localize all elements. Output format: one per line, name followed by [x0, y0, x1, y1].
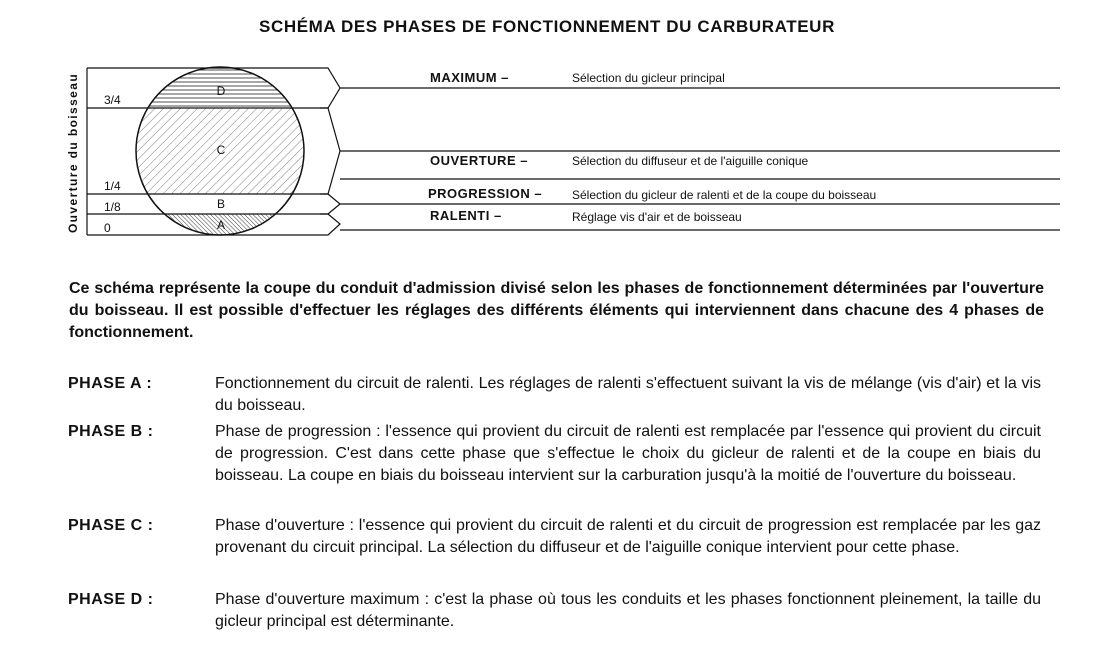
phase-b-label: PHASE B :	[68, 423, 154, 440]
phase-name-progression: PROGRESSION –	[428, 186, 543, 201]
zone-label-d: D	[216, 84, 226, 98]
scale-label-0: 0	[104, 221, 111, 235]
zone-label-a: A	[216, 218, 226, 232]
phase-a-label: PHASE A :	[68, 375, 153, 392]
zone-label-c: C	[216, 143, 226, 157]
scale-label-1-4: 1/4	[104, 179, 121, 193]
zone-label-b: B	[216, 197, 226, 211]
carburetor-phase-diagram	[0, 0, 1094, 260]
intro-paragraph: Ce schéma représente la coupe du conduit d'admission divisé selon les phases de fonctionnement déterminées par l'ouverture du boisseau. Il est possible d'effectuer les réglages des différents éléments qui interviennent dans chacune des 4 phases de fonctionnement.	[69, 280, 1044, 341]
phase-d-label: PHASE D :	[68, 591, 154, 608]
phase-desc-ralenti: Réglage vis d'air et de boisseau	[572, 210, 742, 224]
phase-b-text: Phase de progression : l'essence qui provient du circuit de ralenti est remplacée par l'essence qui provient du circuit de progression. C'est dans cette phase que s'effectue le choix du gicleur de ralenti et de la coupe en biais du boisseau. La coupe en biais du boisseau intervient sur la carburation jusqu'à la moitié de l'ouverture du boisseau.	[215, 423, 1041, 484]
phase-c-text: Phase d'ouverture : l'essence qui provient du circuit de ralenti et du circuit de progression est remplacée par les gaz provenant du circuit principal. La sélection du diffuseur et de l'aiguille conique intervient pour cette phase.	[215, 517, 1041, 556]
scale-label-3-4: 3/4	[104, 93, 121, 107]
page-title: SCHÉMA DES PHASES DE FONCTIONNEMENT DU CARBURATEUR	[259, 17, 835, 36]
phase-desc-maximum: Sélection du gicleur principal	[572, 71, 725, 85]
scale-label-1-8: 1/8	[104, 200, 121, 214]
phase-desc-progression: Sélection du gicleur de ralenti et de la coupe du boisseau	[572, 188, 877, 202]
phase-c-label: PHASE C :	[68, 517, 154, 534]
phase-name-ouverture: OUVERTURE –	[430, 153, 528, 168]
phase-name-ralenti: RALENTI –	[430, 208, 502, 223]
phase-desc-ouverture: Sélection du diffuseur et de l'aiguille conique	[572, 154, 809, 168]
axis-label: Ouverture du boisseau	[66, 72, 80, 234]
phase-a-text: Fonctionnement du circuit de ralenti. Les réglages de ralenti s'effectuent suivant la vis de mélange (vis d'air) et la vis du boisseau.	[215, 375, 1041, 414]
phase-name-maximum: MAXIMUM –	[430, 70, 509, 85]
phase-d-text: Phase d'ouverture maximum : c'est la phase où tous les conduits et les phases fonctionnent pleinement, la taille du gicleur principal est déterminante.	[215, 591, 1041, 630]
